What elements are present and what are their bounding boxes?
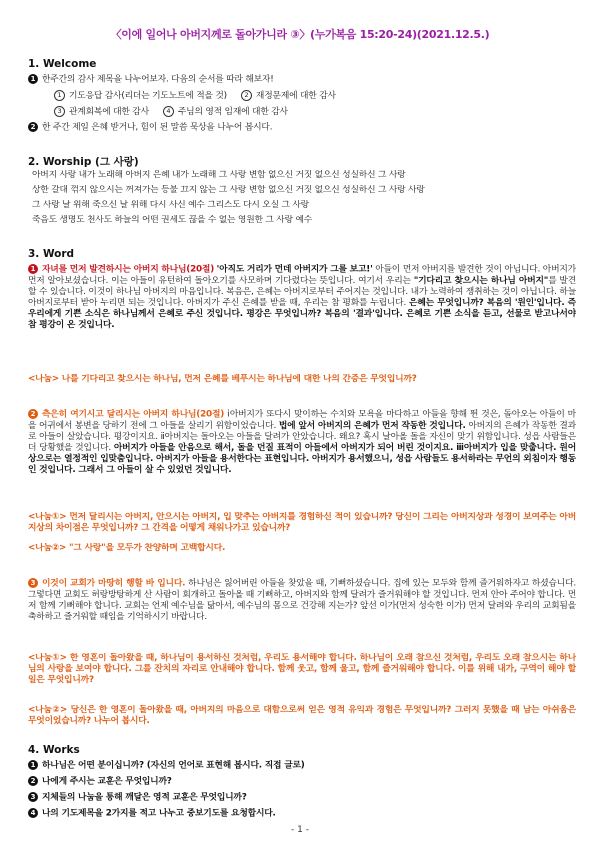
number-2-icon: 2 xyxy=(28,776,38,786)
works-item-3: 3 지체들의 나눔을 통해 깨달은 영적 교훈은 무엇입니까? xyxy=(28,792,576,804)
welcome-item-2: 2 한 주간 제일 은혜 받거나, 힘이 된 말씀 묵상을 나누어 봅시다. xyxy=(28,122,576,134)
section-word-heading: 3. Word xyxy=(28,248,75,260)
number-2-icon: 2 xyxy=(28,122,38,132)
number-3-icon: 3 xyxy=(28,792,38,802)
number-4-icon: 4 xyxy=(28,808,38,818)
section-works-heading: 4. Works xyxy=(28,744,80,756)
number-2-icon: 2 xyxy=(28,409,38,419)
word-point-1-share: <나눔> 나를 기다리고 찾으시는 하나님, 먼저 은혜를 베푸시는 하나님에 대한 나의 간증은 무엇입니까? xyxy=(28,374,417,384)
word-point-1: 1 자녀를 먼저 발견하시는 아버지 하나님(20절) '아직도 거리가 먼데 아버지가 그를 보고!' 아들이 먼저 아버지를 발견한 것이 아닙니다. 아버지가 먼저 알아보셨습니다. 이는 아들이 유턴하여 돌아오기를 사모하며 기다렸다는 뜻입니다. 여기서 우리는 "기다리고 찾으시는 하나님 아버지"를 발견할 수 있습니다. 이것이 하나님 아버지의 마음입니다. 복음은, 은혜는 아버지로부터 주어지는 것입니다. 내가 노력하여 쟁취하는 것이 아닙니다. 하늘 아버지로부터 받아 누리면 되는 것입니다. 아버지가 주신 은혜를 받을 때, 우리는 참 평화를 누립니다. 은혜는 무엇입니까? 복음의 '원인'입니다. 즉 우리에게 기쁜 소식은 하나님께서 은혜로 주신 것입니다. 평강은 무엇입니까? 복음의 '결과'입니다. 은혜로 기쁜 소식을 듣고, 선물로 받고나서야 참 평강이 온 것입니다. xyxy=(28,264,576,330)
word-point-3: 3 이것이 교회가 마땅히 행할 바 입니다. 하나님은 잃어버린 아들을 찾았을 때, 기뻐하셨습니다. 집에 있는 모두와 함께 즐거워하자고 하셨습니다. 그렇다면 교회도 허랑방탕하게 산 사람이 회개하고 돌아올 때 기뻐하고, 아버지와 함께 달려가 즐거워해야 할 것입니다. 먼저 안아 주어야 합니다. 먼저 함께 기뻐해야 합니다. 교회는 언제 예수님을 닮아서, 예수님의 몸으로 건강해 지는가? 앞선 이가(먼저 성숙한 이가) 먼저 달려와 우리의 교회됨을 축하하고 즐거워할 때임을 기억하시기 바랍니다. xyxy=(28,578,576,622)
number-3-icon: 3 xyxy=(28,578,38,588)
worship-line-2: 상한 갈대 꺾지 않으시는 꺼져가는 등불 끄지 않는 그 사랑 변함 없으신 거짓 없으신 성실하신 그 사랑 사랑 xyxy=(32,185,425,195)
number-1-icon: 1 xyxy=(28,760,38,770)
welcome-subitems-row2: 3 관계회복에 대한 감사 4 주님의 영적 임재에 대한 감사 xyxy=(54,106,600,118)
page-number: - 1 - xyxy=(291,825,309,835)
section-worship-heading: 2. Worship (그 사랑) xyxy=(28,156,139,168)
works-item-4: 4 나의 기도제목을 2가지를 적고 나누고 중보기도를 요청합시다. xyxy=(28,808,576,820)
welcome-subitems-row1: 1 기도응답 감사(리더는 기도노트에 적을 것) 2 재정문제에 대한 감사 xyxy=(54,90,600,102)
works-item-1: 1 하나님은 어떤 분이십니까? (자신의 언어로 표현해 봅시다. 직접 글로) xyxy=(28,760,576,772)
word-point-3-share-2: <나눔②> 당신은 한 영혼이 돌아왔을 때, 아버지의 마음으로 대함으로써 얻은 영적 유익과 경험은 무엇입니까? 그러지 못했을 때 남는 아쉬움은 무엇이었습니까? 나누어 봅시다. xyxy=(28,705,576,726)
word-point-2: 2 측은히 여기시고 달리시는 아버지 하나님(20절) ⅰ아버지가 또다시 맞이하는 수치와 모욕을 마다하고 아들을 향해 뛴 것은, 돌아오는 아들이 마을 어귀에서 봉변을 당하기 전에 그 아들을 살리기 위함이었습니다. 법에 앞서 아버지의 은혜가 먼저 작동한 것입니다. 아버지의 은혜가 작동한 결과로 아들이 살았습니다. 평강이지요. ⅱ아버지는 돌아오는 아들을 달려가 안았습니다. 왜요? 혹시 날아올 돌을 자신이 맞기 위함입니다. 성읍 사람들은 더 당황했을 것입니다. 아버지가 아들을 안음으로 해서, 돌을 던질 표적이 아들에서 아버지가 되어 버린 것이지요. ⅲ아버지가 입을 맞춥니다. 원어상으로는 열정적인 입맞춤입니다. 아버지가 아들을 용서한다는 표현입니다. 아버지가 용서했으니, 성읍 사람들도 용서하라는 무언의 외침이자 행동인 것입니다. 그래서 그 아들이 살 수 있었던 것입니다. xyxy=(28,409,576,475)
worship-line-1: 아버지 사랑 내가 노래해 아버지 은혜 내가 노래해 그 사랑 변함 없으신 거짓 없으신 성실하신 그 사랑 xyxy=(32,170,406,180)
worship-line-3: 그 사랑 날 위해 죽으신 날 위해 다시 사신 예수 그리스도 다시 오실 그 사랑 xyxy=(32,200,309,210)
word-point-2-share-2: <나눔②> "그 사랑"을 모두가 찬양하며 고백합시다. xyxy=(28,543,226,553)
circled-3-icon: 3 xyxy=(54,106,65,117)
section-welcome-heading: 1. Welcome xyxy=(28,58,97,70)
circled-2-icon: 2 xyxy=(241,90,252,101)
number-1-icon: 1 xyxy=(28,74,38,84)
circled-4-icon: 4 xyxy=(163,106,174,117)
welcome-item-1: 1 한주간의 감사 제목을 나누어보자. 다음의 순서를 따라 해보자! xyxy=(28,74,576,86)
circled-1-icon: 1 xyxy=(54,90,65,101)
worship-line-4: 죽음도 생명도 천사도 하늘의 어떤 권세도 끊을 수 없는 영원한 그 사랑 예수 xyxy=(32,215,313,225)
works-item-2: 2 나에게 주시는 교훈은 무엇입니까? xyxy=(28,776,576,788)
page-title: 〈이에 일어나 아버지께로 돌아가니라 ③〉(누가복음 15:20-24)(2021.12.5.) xyxy=(110,28,490,41)
word-point-3-share-1: <나눔①> 한 영혼이 돌아왔을 때, 하나님이 용서하신 것처럼, 우리도 용서해야 합니다. 하나님이 오래 참으신 것처럼, 우리도 오래 참으시는 하나님의 사랑을 보여야 합니다. 그를 잔치의 자리로 안내해야 합니다. 함께 웃고, 함께 울고, 함께 즐거워해야 합니다. 이를 위해 내가, 구역이 해야 할 일은 무엇입니까? xyxy=(28,653,576,685)
number-1-icon: 1 xyxy=(28,264,38,274)
word-point-2-share-1: <나눔①> 먼저 달리시는 아버지, 안으시는 아버지, 입 맞추는 아버지를 경험하신 적이 있습니까? 당신이 그리는 아버지상과 성경이 보여주는 아버지상의 차이점은 무엇입니까? 그 간격을 어떻게 채워나가고 있습니까? xyxy=(28,512,576,533)
